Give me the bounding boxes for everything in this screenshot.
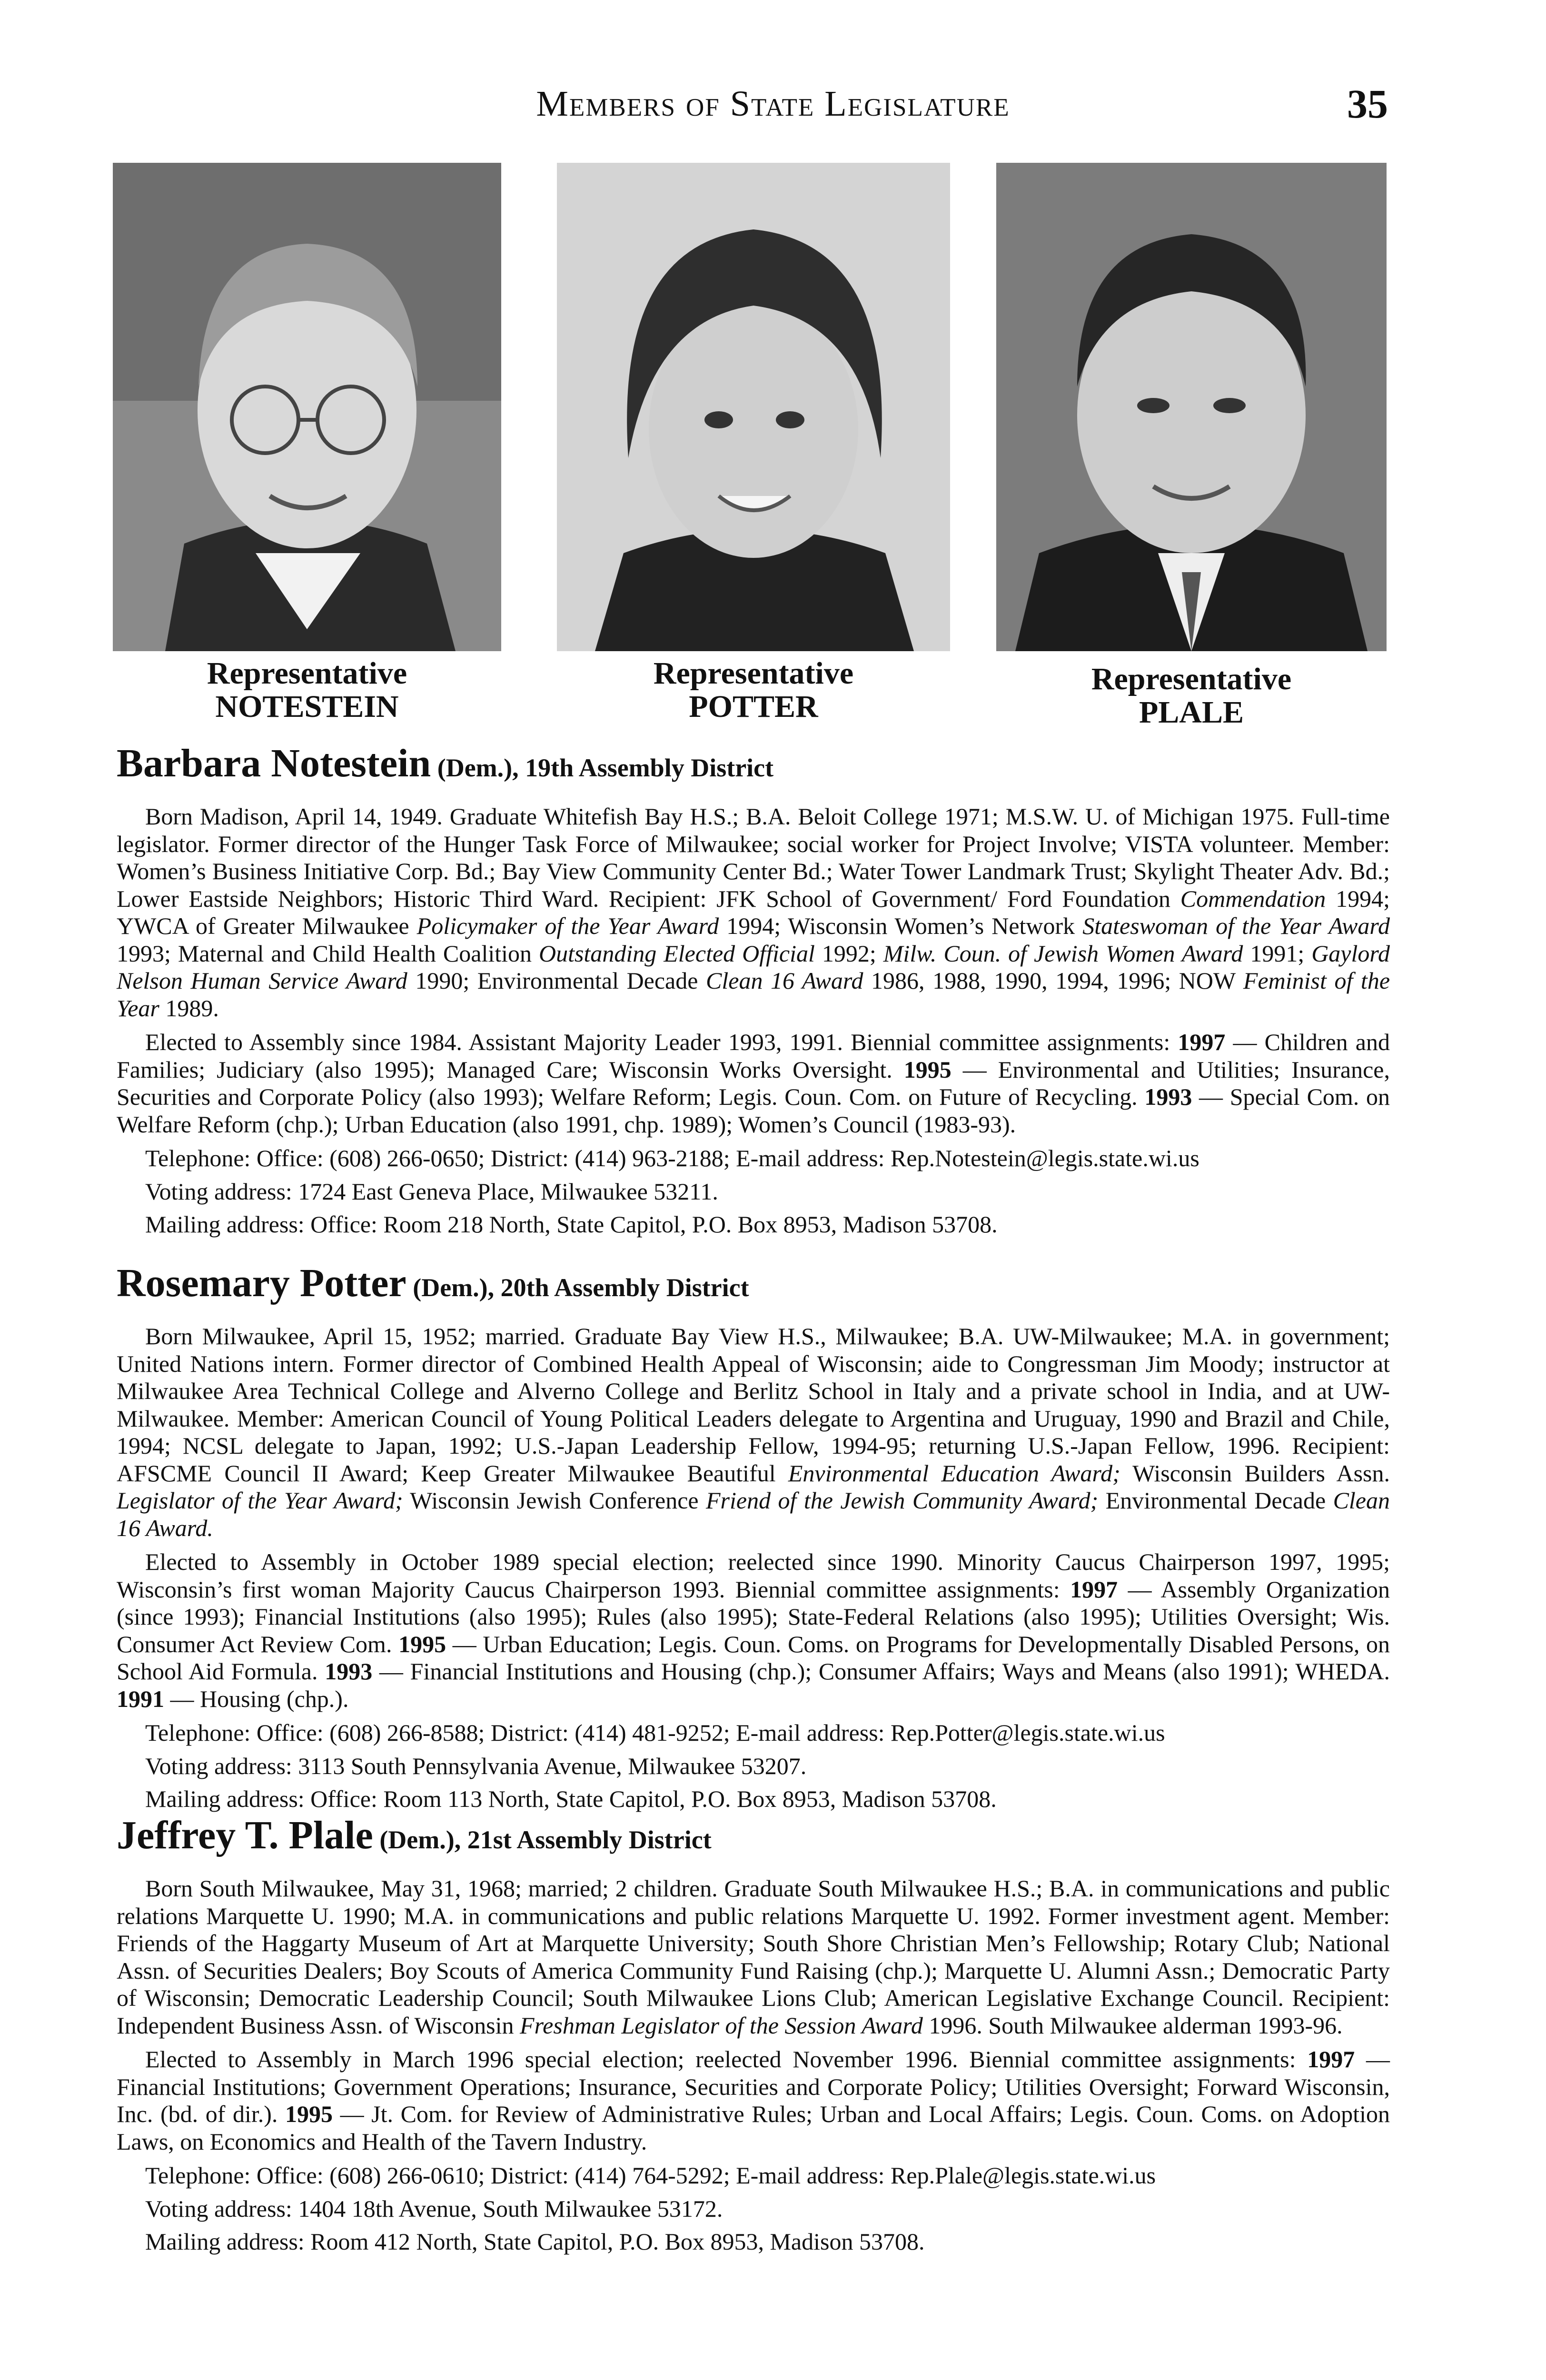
award-title: Milw. Coun. of Jewish Women Award (883, 940, 1243, 967)
member-mailing-address: Mailing address: Room 412 North, State Capitol, P.O. Box 8953, Madison 53708. (145, 2228, 925, 2255)
service-text: — Special Com. on Welfare Reform (chp.); Urban Education (also 1991, chp. 1989); Women’s Council (1983-93). (117, 1083, 1390, 1138)
member-district: , 21st Assembly District (454, 1825, 712, 1854)
caption-name: POTTER (689, 689, 818, 724)
portrait-photo-icon (996, 163, 1387, 651)
bio-text: 1990; Environmental Decade (407, 967, 706, 994)
bio-text: Born Madison, April 14, 1949. Graduate Whitefish Bay H.S.; B.A. Beloit College 1971; M.S.W. U. of Michigan 1975. Full-time legislator. Former director of the Hunger Task Force of Milwaukee; social worker for Project Involve; VISTA volunteer. Member: Women’s Business Initiative Corp. Bd.; Bay View Community Center Bd.; Water Tower Landmark Trust; Skylight Theater Adv. Bd.; Lower Eastside Neighbors; Historic Third Ward. Recipient: JFK School of Government/ Ford Foundation (117, 803, 1390, 912)
portrait-photo-icon (557, 163, 950, 651)
portrait-photo-icon (113, 163, 501, 651)
bio-text: Born Milwaukee, April 15, 1952; married. Graduate Bay View H.S., Milwaukee; B.A. UW-Milwaukee; M.A. in government; United Nations intern. Former director of Combined Health Appeal of Wisconsin; aide to Congressman Jim Moody; instructor at Milwaukee Area Technical College and Alverno College and Berlitz School in Italy and a private school in India, and at UW-Milwaukee. Member: American Council of Young Political Leaders delegate to Argentina and Uruguay, 1990 and Brazil and Chile, 1994; NCSL delegate to Japan, 1992; U.S.-Japan Leadership Fellow, 1994-95; returning U.S.-Japan Fellow, 1996. Recipient: AFSCME Council II Award; Keep Greater Milwaukee Beautiful (117, 1323, 1390, 1487)
bio-text: Environmental Decade (1098, 1487, 1333, 1514)
page-number: 35 (1347, 81, 1388, 127)
photo-caption (996, 663, 1387, 729)
service-text: Elected to Assembly in March 1996 special election; reelected November 1996. Biennial committee assignments: (145, 2046, 1308, 2073)
member-name: Rosemary Potter (117, 1261, 406, 1305)
session-year: 1995 (285, 2101, 333, 2127)
bio-text: Wisconsin Jewish Conference (403, 1487, 706, 1514)
photo-caption (557, 657, 950, 724)
member-telephone: Telephone: Office: (608) 266-8588; District: (414) 481-9252; E-mail address: Rep.Potter@legis.state.wi.us (145, 1719, 1165, 1746)
bio-text: 1994; YWCA of Greater Milwaukee (117, 885, 1390, 939)
session-year: 1993 (1144, 1083, 1192, 1110)
service-text: — Assembly Organization (since 1993); Financial Institutions (also 1995); Rules (also 1995); State-Federal Relations (also 1995); Utilities Oversight; Wis. Consumer Act Review Com. (117, 1576, 1390, 1657)
service-text: — Jt. Com. for Review of Administrative Rules; Urban and Local Affairs; Legis. Coun. Coms. on Adoption Laws, on Economics and Health of the Tavern Industry. (117, 2101, 1390, 2155)
award-title: Legislator of the Year Award; (117, 1487, 403, 1514)
session-year: 1997 (1307, 2046, 1355, 2073)
bio-text: Wisconsin Builders Assn. (1120, 1459, 1390, 1487)
bio-text: 1994; Wisconsin Women’s Network (719, 912, 1083, 939)
member-entry (117, 742, 1390, 1244)
member-bio (117, 803, 1390, 1022)
service-text: — Financial Institutions; Government Operations; Insurance, Securities and Corporate Policy; Utilities Oversight; Forward Wisconsin, Inc. (bd. of dir.). (117, 2046, 1390, 2127)
award-title: Clean 16 Award. (117, 1487, 1390, 1541)
session-year: 1995 (398, 1630, 446, 1657)
member-mailing-address: Mailing address: Office: Room 113 North, State Capitol, P.O. Box 8953, Madison 53708. (145, 1785, 997, 1812)
caption-title: Representative (653, 656, 854, 691)
award-title: Environmental Education Award; (788, 1459, 1120, 1487)
service-text: — Housing (chp.). (164, 1685, 349, 1712)
member-district: , 19th Assembly District (512, 754, 774, 782)
member-telephone: Telephone: Office: (608) 266-0610; District: (414) 764-5292; E-mail address: Rep.Plale@legis.state.wi.us (145, 2162, 1156, 2189)
member-voting-address: Voting address: 1724 East Geneva Place, Milwaukee 53211. (145, 1178, 718, 1205)
award-title: Feminist of the Year (117, 967, 1390, 1021)
caption-name: PLALE (1139, 695, 1244, 730)
award-title: Commendation (1180, 885, 1326, 912)
session-year: 1995 (903, 1056, 951, 1083)
award-title: Friend of the Jewish Community Award; (706, 1487, 1099, 1514)
member-name: Barbara Notestein (117, 741, 431, 785)
member-service (117, 2046, 1390, 2155)
service-text: — Environmental and Utilities; Insurance, Securities and Corporate Policy (also 1993); Welfare Reform; Legis. Coun. Com. on Future of Recycling. (117, 1056, 1390, 1110)
member-service (117, 1548, 1390, 1713)
bio-text: 1996. South Milwaukee alderman 1993-96. (922, 2012, 1343, 2039)
member-name: Jeffrey T. Plale (117, 1813, 373, 1857)
service-text: Elected to Assembly since 1984. Assistant Majority Leader 1993, 1991. Biennial committee assignments: (145, 1029, 1178, 1055)
session-year: 1993 (325, 1658, 373, 1685)
member-mailing-address: Mailing address: Office: Room 218 North, State Capitol, P.O. Box 8953, Madison 53708. (145, 1211, 998, 1238)
bio-text: 1993; Maternal and Child Health Coalition (117, 940, 539, 967)
award-title: Stateswoman of the Year Award (1082, 912, 1390, 939)
member-bio (117, 1875, 1390, 2039)
member-entry (117, 1814, 1390, 2261)
photo-caption (113, 657, 501, 724)
session-year: 1991 (117, 1685, 164, 1712)
bio-text: 1986, 1988, 1990, 1994, 1996; NOW (863, 967, 1243, 994)
member-voting-address: Voting address: 1404 18th Avenue, South Milwaukee 53172. (145, 2195, 723, 2222)
member-telephone: Telephone: Office: (608) 266-0650; District: (414) 963-2188; E-mail address: Rep.Notestein@legis.state.wi.us (145, 1145, 1199, 1171)
member-party: (Dem.) (373, 1825, 455, 1854)
member-voting-address: Voting address: 3113 South Pennsylvania Avenue, Milwaukee 53207. (145, 1752, 807, 1779)
member-entry (117, 1261, 1390, 1819)
member-bio (117, 1323, 1390, 1542)
member-district: , 20th Assembly District (487, 1273, 749, 1302)
session-year: 1997 (1178, 1029, 1226, 1055)
member-heading (117, 742, 1390, 796)
service-text: Elected to Assembly in October 1989 special election; reelected since 1990. Minority Caucus Chairperson 1997, 1995; Wisconsin’s first woman Majority Caucus Chairperson 1993. Biennial committee assignments: (117, 1548, 1390, 1603)
caption-title: Representative (207, 656, 407, 691)
award-title: Policymaker of the Year Award (416, 912, 719, 939)
service-text: — Children and Families; Judiciary (also 1995); Managed Care; Wisconsin Works Oversight. (117, 1029, 1390, 1083)
bio-text: 1991; (1243, 940, 1312, 967)
award-title: Clean 16 Award (706, 967, 863, 994)
session-year: 1997 (1070, 1576, 1118, 1603)
member-heading (117, 1261, 1390, 1316)
bio-text: 1992; (814, 940, 883, 967)
bio-text: Born South Milwaukee, May 31, 1968; married; 2 children. Graduate South Milwaukee H.S.; B.A. in communications and public relations Marquette U. 1990; M.A. in communications and public relations Marquette U. 1992. Former investment agent. Member: Friends of the Haggarty Museum of Art at Marquette University; South Shore Christian Men’s Fellowship; Rotary Club; National Assn. of Securities Dealers; Boy Scouts of America Community Fund Raising (chp.); Marquette U. Alumni Assn.; Democratic Party of Wisconsin; Democratic Leadership Council; South Milwaukee Lions Club; American Legislative Exchange Council. Recipient: Independent Business Assn. of Wisconsin (117, 1875, 1390, 2039)
service-text: — Urban Education; Legis. Coun. Coms. on Programs for Developmentally Disabled Persons, on School Aid Formula. (117, 1630, 1390, 1685)
member-heading (117, 1814, 1390, 1868)
award-title: Outstanding Elected Official (539, 940, 815, 967)
bio-text: 1989. (159, 994, 219, 1021)
caption-title: Representative (1091, 662, 1292, 696)
award-title: Freshman Legislator of the Session Award (520, 2012, 923, 2039)
caption-name: NOTESTEIN (215, 689, 399, 724)
member-party: (Dem.) (406, 1273, 488, 1302)
award-title: Gaylord Nelson Human Service Award (117, 940, 1390, 994)
member-service (117, 1029, 1390, 1138)
service-text: — Financial Institutions and Housing (chp.); Consumer Affairs; Ways and Means (also 1991); WHEDA. (372, 1658, 1390, 1685)
member-party: (Dem.) (431, 754, 513, 782)
running-head: Members of State Legislature (536, 84, 1010, 124)
